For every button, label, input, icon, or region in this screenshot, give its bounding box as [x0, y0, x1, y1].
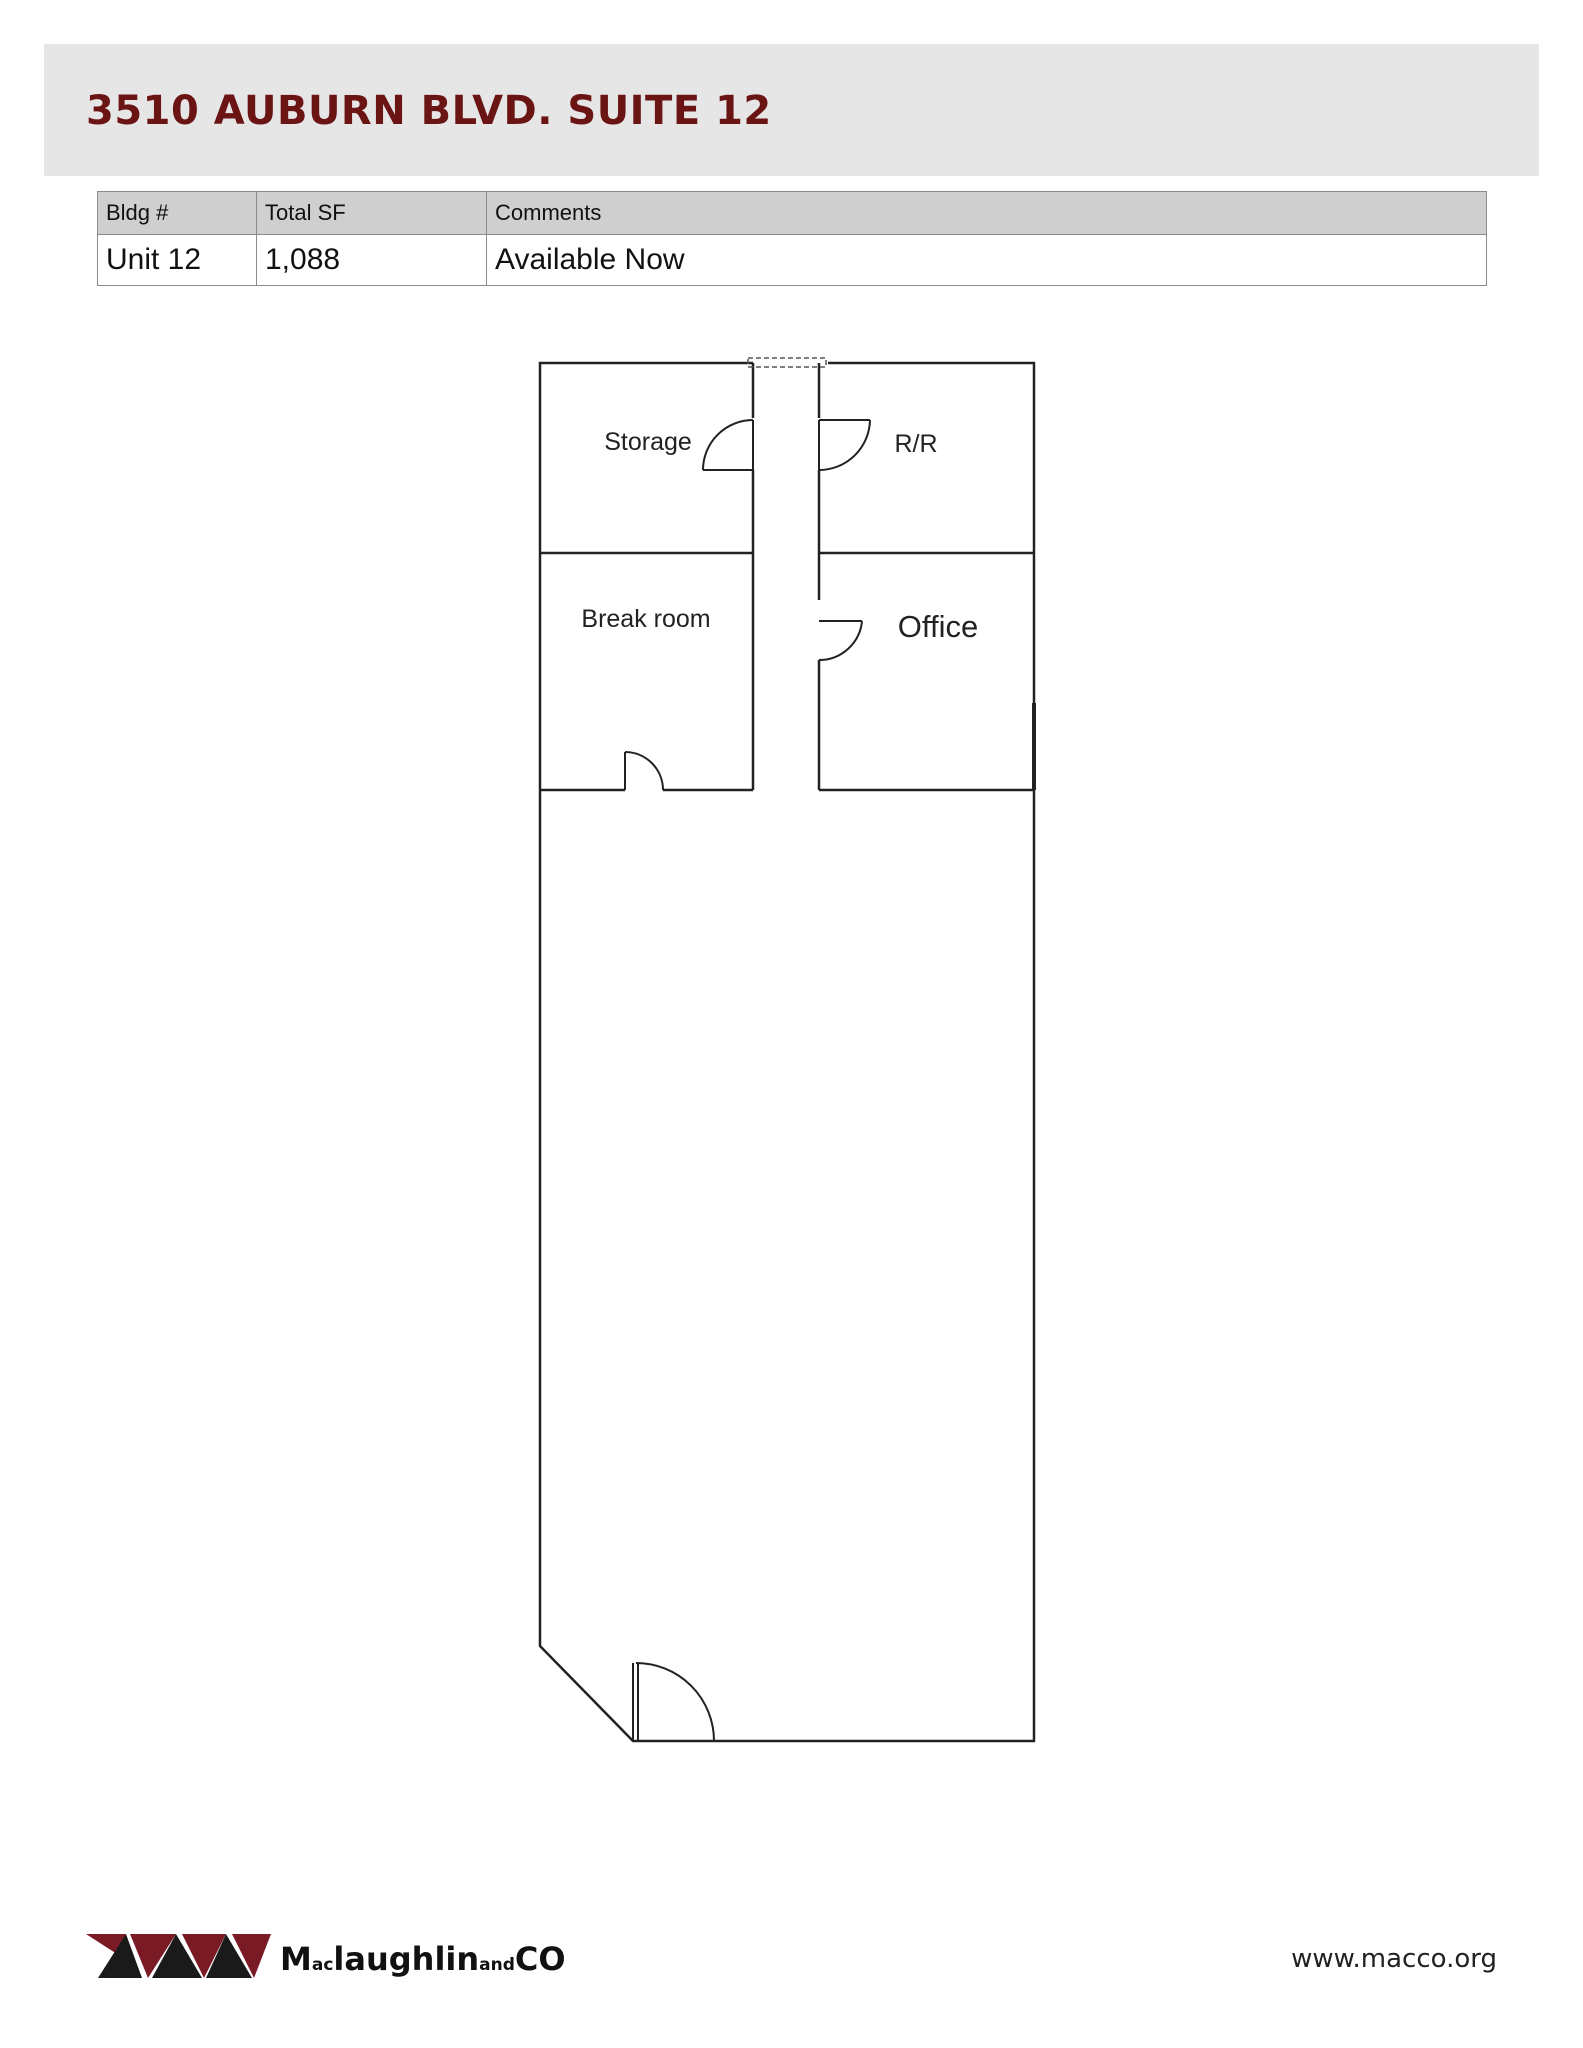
door-break-room — [625, 752, 663, 790]
brand-ac: ac — [311, 1955, 334, 1975]
door-entry — [633, 1663, 714, 1741]
room-label-office: Office — [897, 609, 979, 644]
table-cell: 1,088 — [257, 235, 487, 286]
room-label-storage: Storage — [604, 428, 692, 456]
outer-wall — [540, 363, 1034, 1741]
brand-co: CO — [514, 1940, 566, 1978]
window-marker — [748, 358, 826, 367]
brand-m: M — [280, 1940, 312, 1978]
walls — [540, 363, 1034, 1741]
column-header: Comments — [487, 192, 1487, 235]
room-label-break-room: Break room — [581, 605, 711, 633]
page-title: 3510 AUBURN BLVD. SUITE 12 — [86, 88, 772, 134]
door-storage — [703, 420, 753, 470]
table-cell: Available Now — [487, 235, 1487, 286]
table-cell: Unit 12 — [98, 235, 257, 286]
company-logo-icon — [86, 1932, 271, 1980]
door-office — [819, 621, 862, 660]
brand-and: and — [479, 1955, 515, 1975]
column-header: Bldg # — [98, 192, 257, 235]
column-header: Total SF — [257, 192, 487, 235]
website-url[interactable]: www.macco.org — [1291, 1944, 1497, 1974]
company-brand — [280, 1940, 566, 1978]
brand-laughlin: laughlin — [333, 1940, 480, 1978]
door-restroom — [819, 420, 870, 470]
room-label-restroom: R/R — [894, 430, 938, 458]
